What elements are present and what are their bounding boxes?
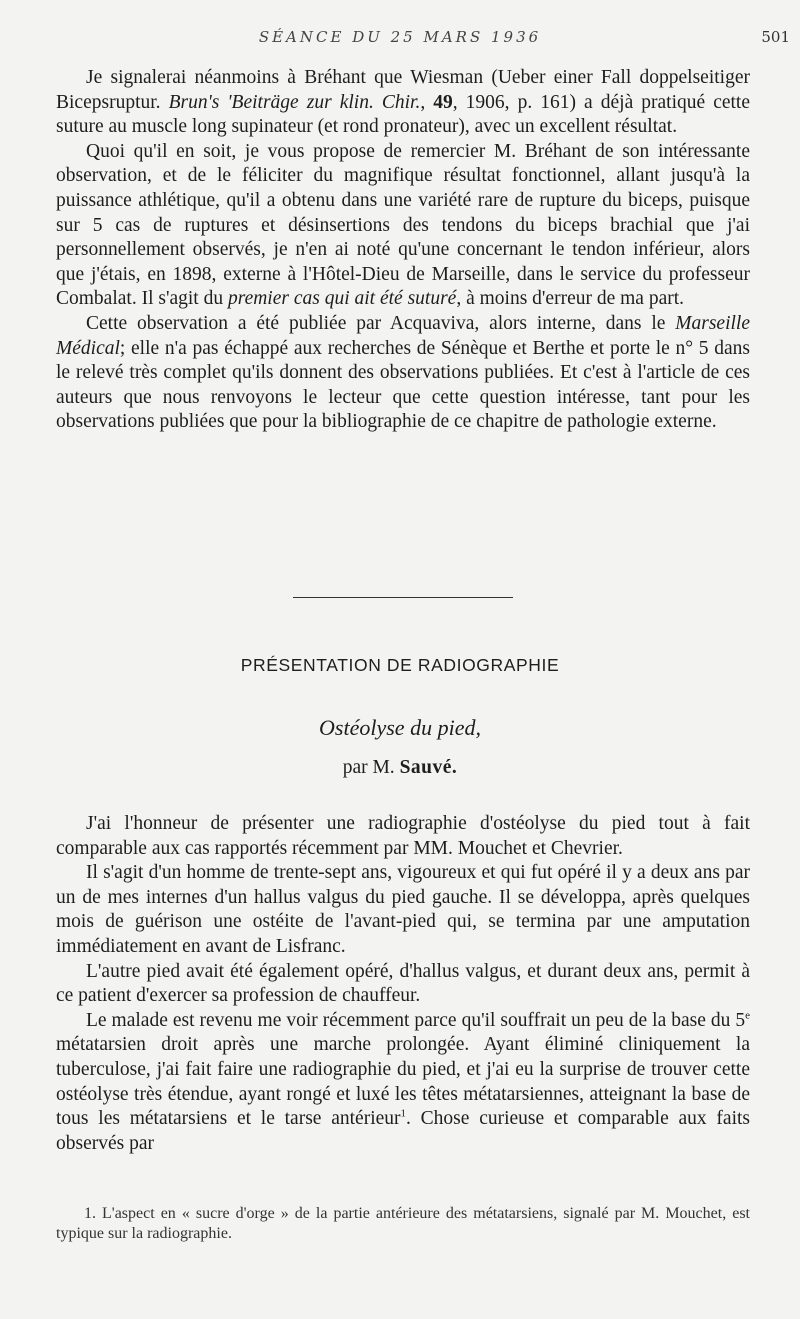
paragraph bbox=[56, 312, 750, 435]
text-run: métatarsien droit après une marche prolongée. Ayant éliminé cliniquement la tuberculose, j'ai fait faire une radiographie du pied, et j'ai eu la surprise de trouver cette ostéolyse très étendue, ayant rongé et luxé les têtes métatarsiennes, atteignant la base de tous les métatarsiens et le tarse antérieur bbox=[56, 1034, 750, 1130]
byline-prefix: par M. bbox=[342, 757, 395, 778]
emphasis: premier cas qui ait été suturé bbox=[227, 288, 457, 310]
page-header bbox=[0, 28, 800, 50]
page-number: 501 bbox=[761, 28, 790, 46]
footnote-ref[interactable]: 1 bbox=[400, 1107, 407, 1120]
text-run: . Chose curieuse et comparable aux faits observés par bbox=[56, 1108, 750, 1154]
text-run: Je signalerai néanmoins à Bréhant que Wiesman (Ueber einer Fall doppelseitiger Bicepsruptur. bbox=[56, 67, 750, 113]
text-run: Cette observation a été publiée par Acquaviva, alors interne, dans le bbox=[86, 312, 676, 334]
article-title: Ostéolyse du pied, bbox=[319, 715, 481, 740]
section-divider bbox=[293, 597, 513, 598]
paragraph bbox=[56, 66, 750, 140]
footnote bbox=[56, 1204, 750, 1243]
text-run: ; elle n'a pas échappé aux recherches de Sénèque et Berthe et porte le n° 5 dans le relevé très complet qu'ils donnent des observations publiées. Et c'est à l'article de ces auteurs que nous renvoyons le lecteur que cette question intéresse, tant pour les observations publiées que pour la bibliographie de ce chapitre de pathologie externe. bbox=[56, 337, 750, 433]
text-run: , à moins d'erreur de ma part. bbox=[456, 288, 685, 310]
paragraph: Il s'agit d'un homme de trente-sept ans, vigoureux et qui fut opéré il y a deux ans par un de mes internes d'un hallus valgus du pied gauche. Il se développa, après quelques mois de guérison une ostéite de l'avant-pied qui, se termina par une amputation immédiatement en avant de Lisfranc. bbox=[56, 862, 750, 957]
volume-number: 49 bbox=[433, 91, 453, 113]
discussion-text bbox=[56, 66, 750, 435]
text-run: , bbox=[420, 91, 434, 113]
section-title: PRÉSENTATION DE RADIOGRAPHIE bbox=[240, 655, 560, 675]
paragraph: J'ai l'honneur de présenter une radiographie d'ostéolyse du pied tout à fait comparable aux cas rapportés récemment par MM. Mouchet et Chevrier. bbox=[56, 813, 750, 859]
text-run: Le malade est revenu me voir récemment parce qu'il souffrait un peu de la base du 5 bbox=[86, 1009, 746, 1031]
running-head: SÉANCE DU 25 MARS 1936 bbox=[258, 28, 542, 46]
article-text bbox=[56, 812, 750, 1156]
text-run: , 1906, p. 161) a déjà pratiqué cette suture au muscle long supinateur (et rond pronateur), avec un excellent résultat. bbox=[56, 91, 750, 138]
paragraph bbox=[56, 140, 750, 312]
paragraph: L'autre pied avait été également opéré, d'hallus valgus, et durant deux ans, permit à ce patient d'exercer sa profession de chauffeur. bbox=[56, 960, 750, 1007]
footnote-text: 1. L'aspect en « sucre d'orge » de la partie antérieure des métatarsiens, signalé par M. Mouchet, est typique sur la radiographie. bbox=[56, 1205, 750, 1242]
citation-title: Brun's 'Beiträge zur klin. Chir. bbox=[168, 91, 421, 113]
superscript: e bbox=[745, 1009, 750, 1022]
author-name: Sauvé. bbox=[399, 757, 458, 778]
byline bbox=[0, 757, 800, 779]
text-run: Quoi qu'il en soit, je vous propose de remercier M. Bréhant de son intéressante observation, et de le féliciter du magnifique résultat fonctionnel, allant jusqu'à la puissance athlétique, qu'il a obtenu dans une variété rare de rupture du biceps, puisque sur 5 cas de ruptures et désinsertions des tendons du biceps brachial que j'ai personnellement observés, je n'en ai noté qu'une concernant le tendon inférieur, alors que j'étais, en 1898, externe à l'Hôtel-Dieu de Marseille, dans le service du professeur Combalat. Il s'agit du bbox=[56, 140, 750, 310]
journal-name: Marseille Médical bbox=[56, 312, 750, 359]
paragraph bbox=[56, 1009, 750, 1157]
